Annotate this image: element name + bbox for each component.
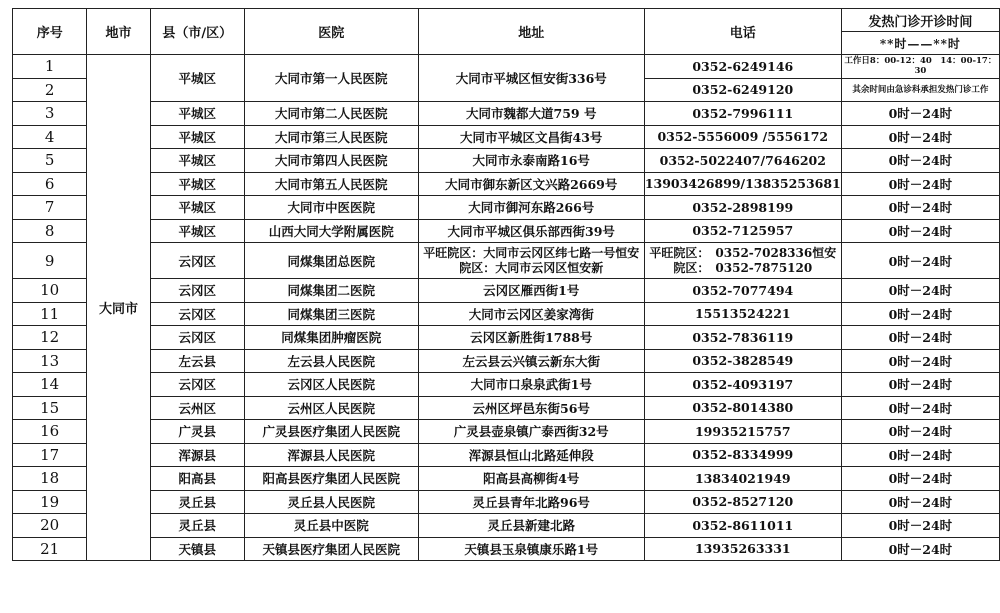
row-hospital: 大同市中医医院: [244, 196, 418, 220]
row-address: 天镇县玉泉镇康乐路1号: [418, 537, 644, 561]
row-phone: 0352-6249120: [644, 78, 841, 102]
row-seq: 19: [13, 490, 87, 514]
row-hours: 0时－24时: [841, 373, 999, 397]
row-phone: 13935263331: [644, 537, 841, 561]
table-row: [13, 514, 1000, 538]
row-hours: 0时－24时: [841, 302, 999, 326]
row-seq: 5: [13, 149, 87, 173]
table-row: [13, 125, 1000, 149]
header-county: 县（市/区）: [150, 9, 244, 55]
row-seq: 6: [13, 172, 87, 196]
row-county: 云冈区: [150, 373, 244, 397]
city-cell: 大同市: [87, 55, 150, 561]
row-county: 云冈区: [150, 326, 244, 350]
row-address: 大同市平城区俱乐部西街39号: [418, 219, 644, 243]
table-row: [13, 302, 1000, 326]
row-county: 云冈区: [150, 302, 244, 326]
table-row: [13, 219, 1000, 243]
row-seq: 17: [13, 443, 87, 467]
row-hours: 0时－24时: [841, 125, 999, 149]
row-phone: 0352-5022407/7646202: [644, 149, 841, 173]
row-county: 天镇县: [150, 537, 244, 561]
row-hospital: 云冈区人民医院: [244, 373, 418, 397]
row-address: 大同市永泰南路16号: [418, 149, 644, 173]
row-phone: 19935215757: [644, 420, 841, 444]
header-phone: 电话: [644, 9, 841, 55]
row-phone: 0352-7836119: [644, 326, 841, 350]
row-hospital: 灵丘县中医院: [244, 514, 418, 538]
row-hours: 0时－24时: [841, 102, 999, 126]
row-seq: 1: [13, 55, 87, 79]
row-seq: 20: [13, 514, 87, 538]
row-phone: 0352-7125957: [644, 219, 841, 243]
row-hours: 其余时间由急诊科承担发热门诊工作: [841, 78, 999, 102]
row-address: 灵丘县新建北路: [418, 514, 644, 538]
row-address: 云州区坪邑东街56号: [418, 396, 644, 420]
row-hospital: 左云县人民医院: [244, 349, 418, 373]
row-county: 云冈区: [150, 279, 244, 303]
row-county: 云州区: [150, 396, 244, 420]
table-row: [13, 102, 1000, 126]
table-row: [13, 243, 1000, 279]
row-phone: 13834021949: [644, 467, 841, 491]
row-hours: 工作日8：00-12：40 14：00-17：30: [841, 55, 999, 79]
table-row: [13, 172, 1000, 196]
row-address: 灵丘县青年北路96号: [418, 490, 644, 514]
header-hours-sub: **时——**时: [841, 32, 999, 55]
header-seq: 序号: [13, 9, 87, 55]
row-hospital: 同煤集团总医院: [244, 243, 418, 279]
row-hours: 0时－24时: [841, 243, 999, 279]
table-row: [13, 149, 1000, 173]
row-county: 左云县: [150, 349, 244, 373]
row-address: 大同市平城区文昌街43号: [418, 125, 644, 149]
table-row: [13, 279, 1000, 303]
row-hospital: 阳高县医疗集团人民医院: [244, 467, 418, 491]
row-seq: 2: [13, 78, 87, 102]
row-seq: 14: [13, 373, 87, 397]
row-phone: 平旺院区： 0352-7028336恒安院区： 0352-7875120: [644, 243, 841, 279]
row-hospital: 大同市第五人民医院: [244, 172, 418, 196]
row-county: 浑源县: [150, 443, 244, 467]
row-county: 平城区: [150, 102, 244, 126]
row-address: 大同市平城区恒安街336号: [418, 55, 644, 102]
row-hospital: 广灵县医疗集团人民医院: [244, 420, 418, 444]
row-address: 大同市御河东路266号: [418, 196, 644, 220]
row-address: 云冈区雁西街1号: [418, 279, 644, 303]
row-seq: 7: [13, 196, 87, 220]
table-row: [13, 467, 1000, 491]
row-address: 大同市御东新区文兴路2669号: [418, 172, 644, 196]
row-county: 平城区: [150, 149, 244, 173]
row-hours: 0时－24时: [841, 443, 999, 467]
row-hospital: 同煤集团肿瘤医院: [244, 326, 418, 350]
row-hospital: 浑源县人民医院: [244, 443, 418, 467]
row-hospital: 大同市第一人民医院: [244, 55, 418, 102]
row-hours: 0时－24时: [841, 172, 999, 196]
row-phone: 0352-5556009 /5556172: [644, 125, 841, 149]
row-seq: 13: [13, 349, 87, 373]
row-phone: 0352-6249146: [644, 55, 841, 79]
row-seq: 10: [13, 279, 87, 303]
row-seq: 21: [13, 537, 87, 561]
row-seq: 16: [13, 420, 87, 444]
row-county: 平城区: [150, 172, 244, 196]
row-hospital: 云州区人民医院: [244, 396, 418, 420]
row-hours: 0时－24时: [841, 279, 999, 303]
row-seq: 12: [13, 326, 87, 350]
header-city: 地市: [87, 9, 150, 55]
row-phone: 0352-8334999: [644, 443, 841, 467]
table-row: [13, 396, 1000, 420]
header-hospital: 医院: [244, 9, 418, 55]
row-hours: 0时－24时: [841, 149, 999, 173]
row-address: 浑源县恒山北路延伸段: [418, 443, 644, 467]
row-hours: 0时－24时: [841, 514, 999, 538]
row-hours: 0时－24时: [841, 326, 999, 350]
row-county: 阳高县: [150, 467, 244, 491]
row-phone: 0352-3828549: [644, 349, 841, 373]
row-phone: 0352-7996111: [644, 102, 841, 126]
row-hospital: 同煤集团三医院: [244, 302, 418, 326]
row-hospital: 灵丘县人民医院: [244, 490, 418, 514]
row-county: 灵丘县: [150, 514, 244, 538]
row-seq: 15: [13, 396, 87, 420]
header-address: 地址: [418, 9, 644, 55]
row-county: 平城区: [150, 55, 244, 102]
row-county: 平城区: [150, 219, 244, 243]
row-address: 大同市口泉泉武街1号: [418, 373, 644, 397]
row-address: 大同市魏都大道759 号: [418, 102, 644, 126]
header-hours-title: 发热门诊开诊时间: [841, 9, 999, 32]
header-row: [13, 9, 1000, 32]
table-row: [13, 373, 1000, 397]
row-county: 云冈区: [150, 243, 244, 279]
table-row: [13, 443, 1000, 467]
row-hours: 0时－24时: [841, 196, 999, 220]
row-seq: 3: [13, 102, 87, 126]
row-county: 平城区: [150, 196, 244, 220]
row-hours: 0时－24时: [841, 467, 999, 491]
row-county: 灵丘县: [150, 490, 244, 514]
row-address: 左云县云兴镇云新东大街: [418, 349, 644, 373]
row-phone: 0352-2898199: [644, 196, 841, 220]
row-seq: 11: [13, 302, 87, 326]
row-phone: 0352-8611011: [644, 514, 841, 538]
row-address: 云冈区新胜街1788号: [418, 326, 644, 350]
row-hospital: 同煤集团二医院: [244, 279, 418, 303]
row-hospital: 大同市第四人民医院: [244, 149, 418, 173]
row-seq: 18: [13, 467, 87, 491]
table-row: [13, 349, 1000, 373]
row-hours: 0时－24时: [841, 420, 999, 444]
row-address: 广灵县壶泉镇广泰西街32号: [418, 420, 644, 444]
row-phone: 13903426899/13835253681: [644, 172, 841, 196]
row-phone: 0352-8014380: [644, 396, 841, 420]
row-seq: 4: [13, 125, 87, 149]
row-phone: 0352-4093197: [644, 373, 841, 397]
row-hospital: 山西大同大学附属医院: [244, 219, 418, 243]
row-seq: 9: [13, 243, 87, 279]
table-row: [13, 420, 1000, 444]
row-hospital: 大同市第三人民医院: [244, 125, 418, 149]
table-row: [13, 196, 1000, 220]
row-address: 阳高县高柳街4号: [418, 467, 644, 491]
table-row: [13, 55, 1000, 79]
row-address: 大同市云冈区姜家湾街: [418, 302, 644, 326]
row-county: 广灵县: [150, 420, 244, 444]
row-hours: 0时－24时: [841, 396, 999, 420]
fever-clinic-table: [12, 8, 1000, 561]
table-row: [13, 537, 1000, 561]
row-county: 平城区: [150, 125, 244, 149]
row-hospital: 天镇县医疗集团人民医院: [244, 537, 418, 561]
table-row: [13, 326, 1000, 350]
row-hours: 0时－24时: [841, 490, 999, 514]
row-phone: 0352-7077494: [644, 279, 841, 303]
row-hospital: 大同市第二人民医院: [244, 102, 418, 126]
row-phone: 0352-8527120: [644, 490, 841, 514]
row-hours: 0时－24时: [841, 537, 999, 561]
table-row: [13, 490, 1000, 514]
row-seq: 8: [13, 219, 87, 243]
row-address: 平旺院区：大同市云冈区纬七路一号恒安院区：大同市云冈区恒安新: [418, 243, 644, 279]
row-hours: 0时－24时: [841, 349, 999, 373]
row-phone: 15513524221: [644, 302, 841, 326]
row-hours: 0时－24时: [841, 219, 999, 243]
